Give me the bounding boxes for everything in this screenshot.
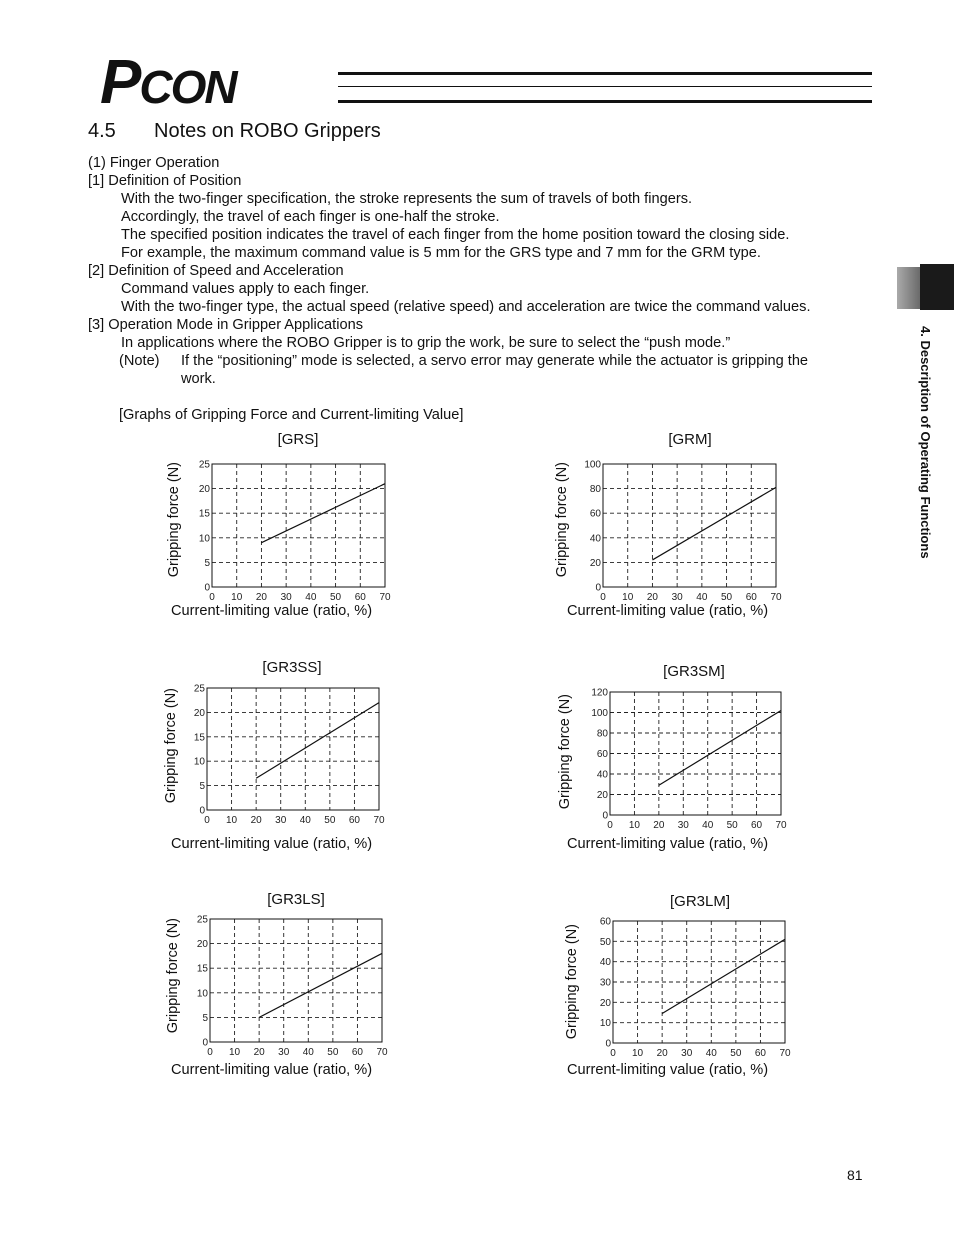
chapter-tab-shade xyxy=(897,267,920,309)
x-tick-label: 40 xyxy=(696,592,708,603)
x-tick-label: 30 xyxy=(275,815,287,826)
y-tick-label: 10 xyxy=(196,988,208,1000)
x-tick-label: 10 xyxy=(622,592,634,603)
note-text-line2: work. xyxy=(181,371,216,387)
data-line xyxy=(259,953,382,1017)
x-tick-label: 60 xyxy=(351,1047,363,1058)
y-tick-label: 50 xyxy=(599,936,611,948)
x-tick-label: 60 xyxy=(348,815,360,826)
x-tick-label: 20 xyxy=(253,1047,265,1058)
y-tick-label: 60 xyxy=(596,749,608,760)
x-axis-label: Current-limiting value (ratio, %) xyxy=(567,603,769,619)
y-tick-label: 40 xyxy=(589,533,601,545)
y-tick-label: 15 xyxy=(196,963,208,975)
x-tick-label: 30 xyxy=(671,592,683,603)
x-tick-label: 0 xyxy=(204,815,210,826)
data-line xyxy=(652,487,776,560)
y-tick-label: 0 xyxy=(202,1037,208,1049)
body-line: [1] Definition of Position xyxy=(88,173,242,189)
body-line: With the two-finger specification, the stroke represents the sum of travels of both fingers. xyxy=(121,191,693,207)
x-tick-label: 70 xyxy=(376,1047,388,1058)
x-tick-label: 10 xyxy=(226,815,238,826)
y-tick-label: 80 xyxy=(589,484,601,496)
y-tick-label: 30 xyxy=(599,977,611,989)
y-tick-label: 10 xyxy=(599,1018,611,1030)
y-tick-label: 120 xyxy=(591,687,608,699)
x-tick-label: 60 xyxy=(354,592,366,603)
y-tick-label: 80 xyxy=(596,728,608,740)
x-tick-label: 0 xyxy=(600,592,606,603)
x-tick-label: 40 xyxy=(702,820,714,831)
page-number: 81 xyxy=(847,1167,863,1183)
logo-letters-con: CON xyxy=(139,61,236,113)
x-tick-label: 70 xyxy=(775,820,787,831)
x-tick-label: 10 xyxy=(229,1047,241,1058)
data-line xyxy=(256,703,379,779)
x-tick-label: 60 xyxy=(754,1048,766,1059)
body-line: In applications where the ROBO Gripper is to grip the work, be sure to select the “push mode.” xyxy=(121,335,731,351)
y-tick-label: 25 xyxy=(196,914,208,926)
y-tick-label: 5 xyxy=(202,1012,208,1024)
y-tick-label: 0 xyxy=(199,805,205,817)
x-tick-label: 50 xyxy=(721,592,733,603)
x-tick-label: 10 xyxy=(231,592,243,603)
y-tick-label: 60 xyxy=(599,916,611,928)
y-tick-label: 40 xyxy=(596,769,608,781)
y-axis-label: Gripping force (N) xyxy=(564,924,580,1040)
pcon-logo xyxy=(100,48,236,117)
y-tick-label: 20 xyxy=(599,997,611,1009)
x-tick-label: 50 xyxy=(726,820,738,831)
note-text-line1: If the “positioning” mode is selected, a servo error may generate while the actuator is gripping the xyxy=(181,353,809,369)
x-tick-label: 10 xyxy=(632,1048,644,1059)
chart-title: [GR3LS] xyxy=(267,891,325,908)
y-tick-label: 5 xyxy=(204,557,210,569)
x-tick-label: 20 xyxy=(250,815,262,826)
y-tick-label: 20 xyxy=(589,557,601,569)
x-axis-label: Current-limiting value (ratio, %) xyxy=(567,836,769,852)
x-tick-label: 0 xyxy=(207,1047,213,1058)
header-rule-top xyxy=(338,72,872,75)
x-tick-label: 20 xyxy=(653,820,665,831)
x-tick-label: 70 xyxy=(379,592,391,603)
body-line: (1) Finger Operation xyxy=(88,155,220,171)
header-rule-bottom xyxy=(338,100,872,103)
x-tick-label: 70 xyxy=(779,1048,791,1059)
y-tick-label: 25 xyxy=(193,683,205,695)
x-axis-label: Current-limiting value (ratio, %) xyxy=(567,1062,769,1078)
y-tick-label: 25 xyxy=(198,459,210,471)
x-tick-label: 0 xyxy=(607,820,613,831)
y-tick-label: 0 xyxy=(204,582,210,594)
x-tick-label: 60 xyxy=(745,592,757,603)
plot-frame xyxy=(603,464,776,587)
x-tick-label: 0 xyxy=(610,1048,616,1059)
side-chapter-label xyxy=(918,326,938,559)
y-tick-label: 5 xyxy=(199,781,205,793)
chart-title: [GR3SS] xyxy=(262,659,322,676)
y-tick-label: 60 xyxy=(589,508,601,520)
x-tick-label: 30 xyxy=(278,1047,290,1058)
x-tick-label: 40 xyxy=(705,1048,717,1059)
y-axis-label: Gripping force (N) xyxy=(165,918,181,1034)
x-axis-label: Current-limiting value (ratio, %) xyxy=(171,603,373,619)
x-tick-label: 70 xyxy=(770,592,782,603)
x-axis-label: Current-limiting value (ratio, %) xyxy=(171,1062,373,1078)
x-tick-label: 50 xyxy=(330,592,342,603)
y-tick-label: 20 xyxy=(596,790,608,801)
x-tick-label: 20 xyxy=(656,1048,668,1059)
body-line: [2] Definition of Speed and Acceleration xyxy=(88,263,344,279)
y-tick-label: 10 xyxy=(198,533,210,545)
y-axis-label: Gripping force (N) xyxy=(166,462,182,578)
side-chapter-text: 4. Description of Operating Functions xyxy=(918,326,933,559)
x-tick-label: 50 xyxy=(327,1047,339,1058)
body-line: With the two-finger type, the actual speed (relative speed) and acceleration are twice the command values. xyxy=(121,299,811,315)
x-tick-label: 50 xyxy=(324,815,336,826)
data-line xyxy=(659,710,781,785)
graphs-heading: [Graphs of Gripping Force and Current-limiting Value] xyxy=(119,407,464,423)
body-line: The specified position indicates the travel of each finger from the home position toward the closing side. xyxy=(121,227,790,243)
chart-title: [GR3SM] xyxy=(663,663,725,680)
x-axis-label: Current-limiting value (ratio, %) xyxy=(171,836,373,852)
x-tick-label: 10 xyxy=(628,820,640,831)
x-tick-label: 20 xyxy=(255,592,267,603)
y-tick-label: 15 xyxy=(198,508,210,520)
y-tick-label: 20 xyxy=(196,939,208,951)
x-tick-label: 50 xyxy=(730,1048,742,1059)
y-tick-label: 0 xyxy=(595,582,601,594)
y-tick-label: 0 xyxy=(605,1038,611,1050)
body-line: Accordingly, the travel of each finger is one-half the stroke. xyxy=(121,209,500,225)
x-tick-label: 40 xyxy=(305,592,317,603)
x-tick-label: 30 xyxy=(681,1048,693,1059)
x-tick-label: 70 xyxy=(373,815,385,826)
chart-title: [GR3LM] xyxy=(669,893,730,910)
y-tick-label: 40 xyxy=(599,957,611,969)
body-line: For example, the maximum command value is 5 mm for the GRS type and 7 mm for the GRM type. xyxy=(121,245,761,261)
y-tick-label: 0 xyxy=(602,810,608,822)
y-tick-label: 15 xyxy=(193,732,205,744)
chart-title: [GRS] xyxy=(277,431,319,448)
x-tick-label: 60 xyxy=(751,820,763,831)
y-tick-label: 20 xyxy=(193,707,205,719)
section-number: 4.5 xyxy=(88,120,116,142)
x-tick-label: 40 xyxy=(299,815,311,826)
y-axis-label: Gripping force (N) xyxy=(557,694,573,810)
x-tick-label: 40 xyxy=(302,1047,314,1058)
header-rule-middle xyxy=(338,86,872,87)
plot-frame xyxy=(210,919,382,1042)
y-axis-label: Gripping force (N) xyxy=(554,462,570,578)
data-line xyxy=(662,939,785,1013)
x-tick-label: 20 xyxy=(646,592,658,603)
chart-title: [GRM] xyxy=(668,431,712,448)
x-tick-label: 0 xyxy=(209,592,215,603)
y-tick-label: 20 xyxy=(198,484,210,496)
x-tick-label: 30 xyxy=(280,592,292,603)
y-tick-label: 100 xyxy=(584,459,601,471)
section-title xyxy=(88,120,381,143)
logo-letter-p: P xyxy=(100,48,140,117)
y-tick-label: 10 xyxy=(193,756,205,768)
plot-frame xyxy=(207,688,379,810)
y-axis-label: Gripping force (N) xyxy=(163,688,179,804)
y-tick-label: 100 xyxy=(591,708,608,719)
body-line: Command values apply to each finger. xyxy=(121,281,370,297)
note-label: (Note) xyxy=(119,353,160,369)
body-line: [3] Operation Mode in Gripper Applications xyxy=(88,317,364,333)
x-tick-label: 30 xyxy=(677,820,689,831)
chapter-tab xyxy=(920,264,954,310)
section-heading: Notes on ROBO Grippers xyxy=(154,120,381,142)
